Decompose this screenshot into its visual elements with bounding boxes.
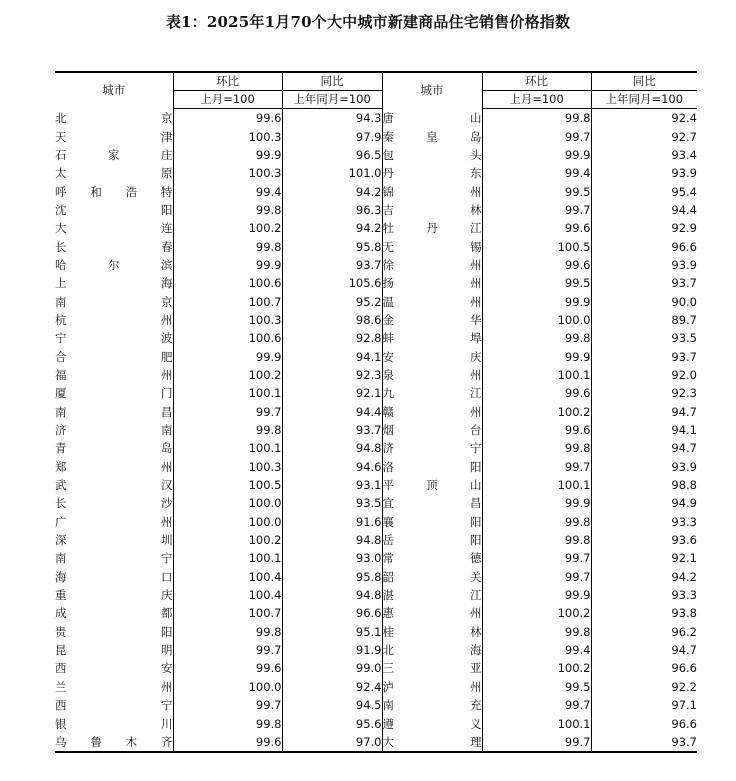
- table-body: [55, 109, 697, 753]
- city-name-right: 徐州: [382, 256, 482, 274]
- mom-header-left: 环比: [173, 72, 282, 91]
- yoy-value-right: 94.9: [591, 494, 697, 512]
- city-name-right: 包头: [382, 146, 482, 164]
- city-name-left: 西安: [55, 661, 173, 676]
- city-name-right: 泸州: [382, 678, 482, 696]
- mom-value-left: 99.7: [173, 403, 282, 421]
- mom-value-right: 99.9: [482, 292, 591, 310]
- table-row: [55, 146, 697, 164]
- yoy-value-right: 92.4: [591, 109, 697, 128]
- yoy-header-left: 同比: [282, 72, 382, 91]
- table-row: [55, 329, 697, 347]
- yoy-value-right: 93.9: [591, 458, 697, 476]
- yoy-value-left: 101.0: [282, 164, 382, 182]
- yoy-value-left: 96.6: [282, 604, 382, 622]
- mom-value-right: 99.7: [482, 458, 591, 476]
- yoy-value-right: 93.9: [591, 256, 697, 274]
- table-row: [55, 219, 697, 237]
- mom-value-right: 100.2: [482, 659, 591, 677]
- table-row: [55, 733, 697, 752]
- city-name-right: 扬州: [382, 274, 482, 292]
- city-name-left: 太原: [55, 166, 173, 181]
- city-name-left: 长春: [55, 239, 173, 254]
- yoy-value-left: 94.2: [282, 182, 382, 200]
- city-name-left: 青岛: [55, 441, 173, 456]
- city-header-left: 城市: [55, 72, 173, 109]
- city-name-left: 重庆: [55, 588, 173, 603]
- city-name-left: 海口: [55, 569, 173, 584]
- mom-value-right: 100.1: [482, 366, 591, 384]
- city-name-left: 成都: [55, 606, 173, 621]
- yoy-value-right: 92.0: [591, 366, 697, 384]
- yoy-value-right: 94.4: [591, 201, 697, 219]
- city-name-left: 杭州: [55, 312, 173, 327]
- mom-value-left: 100.3: [173, 164, 282, 182]
- city-name-left: 西宁: [55, 698, 173, 713]
- yoy-value-right: 94.7: [591, 641, 697, 659]
- city-name-right: 烟台: [382, 421, 482, 439]
- yoy-value-right: 96.6: [591, 714, 697, 732]
- yoy-value-left: 94.6: [282, 458, 382, 476]
- city-name-left: 哈尔滨: [55, 257, 173, 272]
- city-name-left: 呼和浩特: [55, 184, 173, 199]
- yoy-value-right: 96.6: [591, 659, 697, 677]
- yoy-value-left: 94.1: [282, 347, 382, 365]
- mom-value-right: 99.8: [482, 439, 591, 457]
- yoy-value-left: 93.0: [282, 549, 382, 567]
- yoy-value-right: 94.1: [591, 421, 697, 439]
- yoy-value-left: 92.1: [282, 384, 382, 402]
- city-name-left: 厦门: [55, 386, 173, 401]
- yoy-value-left: 94.8: [282, 531, 382, 549]
- city-name-left: 深圳: [55, 533, 173, 548]
- city-name-right: 牡丹江: [382, 219, 482, 237]
- mom-value-left: 100.2: [173, 366, 282, 384]
- mom-value-right: 99.9: [482, 494, 591, 512]
- table-row: [55, 127, 697, 145]
- mom-value-left: 100.0: [173, 678, 282, 696]
- yoy-value-right: 93.5: [591, 329, 697, 347]
- yoy-value-right: 93.8: [591, 604, 697, 622]
- yoy-value-left: 93.5: [282, 494, 382, 512]
- mom-value-right: 99.9: [482, 586, 591, 604]
- yoy-value-left: 95.2: [282, 292, 382, 310]
- yoy-value-right: 94.7: [591, 439, 697, 457]
- header-row-top: [55, 72, 697, 91]
- table-row: [55, 109, 697, 128]
- table-row: [55, 256, 697, 274]
- table-row: [55, 696, 697, 714]
- mom-value-right: 100.1: [482, 714, 591, 732]
- mom-value-right: 99.8: [482, 513, 591, 531]
- city-name-right: 宜昌: [382, 494, 482, 512]
- table-row: [55, 641, 697, 659]
- yoy-value-right: 92.1: [591, 549, 697, 567]
- mom-value-left: 99.8: [173, 237, 282, 255]
- mom-value-right: 99.8: [482, 109, 591, 128]
- mom-value-right: 99.7: [482, 549, 591, 567]
- mom-value-left: 100.1: [173, 439, 282, 457]
- price-index-table: [55, 71, 697, 753]
- yoy-value-left: 95.8: [282, 237, 382, 255]
- mom-value-left: 99.7: [173, 696, 282, 714]
- yoy-value-left: 95.8: [282, 568, 382, 586]
- yoy-value-left: 92.3: [282, 366, 382, 384]
- city-name-left: 长沙: [55, 496, 173, 511]
- yoy-value-left: 94.8: [282, 439, 382, 457]
- mom-value-right: 99.6: [482, 256, 591, 274]
- table-row: [55, 292, 697, 310]
- city-name-right: 湛江: [382, 586, 482, 604]
- mom-value-right: 100.0: [482, 311, 591, 329]
- yoy-value-right: 93.3: [591, 586, 697, 604]
- city-name-right: 常德: [382, 549, 482, 567]
- mom-value-left: 99.6: [173, 733, 282, 752]
- yoy-value-left: 91.6: [282, 513, 382, 531]
- table-row: [55, 237, 697, 255]
- table-row: [55, 678, 697, 696]
- mom-base-left: 上月=100: [173, 91, 282, 109]
- mom-value-left: 100.4: [173, 586, 282, 604]
- table-row: [55, 513, 697, 531]
- mom-value-right: 99.5: [482, 274, 591, 292]
- yoy-value-left: 94.8: [282, 586, 382, 604]
- table-row: [55, 714, 697, 732]
- yoy-value-left: 94.2: [282, 219, 382, 237]
- city-name-left: 武汉: [55, 478, 173, 493]
- mom-value-right: 100.1: [482, 476, 591, 494]
- yoy-value-left: 92.8: [282, 329, 382, 347]
- mom-value-left: 100.0: [173, 513, 282, 531]
- yoy-value-left: 93.7: [282, 421, 382, 439]
- yoy-value-left: 96.5: [282, 146, 382, 164]
- yoy-value-right: 94.2: [591, 568, 697, 586]
- mom-value-left: 100.3: [173, 127, 282, 145]
- table-row: [55, 421, 697, 439]
- city-name-right: 秦皇岛: [382, 127, 482, 145]
- table-row: [55, 403, 697, 421]
- city-name-right: 金华: [382, 311, 482, 329]
- yoy-base-right: 上年同月=100: [591, 91, 697, 109]
- city-name-left: 乌鲁木齐: [55, 733, 173, 752]
- city-name-right: 丹东: [382, 164, 482, 182]
- mom-value-right: 99.5: [482, 678, 591, 696]
- table-row: [55, 274, 697, 292]
- city-name-left: 福州: [55, 367, 173, 382]
- yoy-value-left: 92.4: [282, 678, 382, 696]
- city-name-right: 韶关: [382, 568, 482, 586]
- city-name-right: 惠州: [382, 604, 482, 622]
- city-name-right: 襄阳: [382, 513, 482, 531]
- mom-value-left: 100.7: [173, 292, 282, 310]
- yoy-value-right: 97.1: [591, 696, 697, 714]
- yoy-value-left: 94.3: [282, 109, 382, 128]
- yoy-value-left: 97.0: [282, 733, 382, 752]
- mom-value-right: 99.7: [482, 696, 591, 714]
- city-name-left: 大连: [55, 221, 173, 236]
- mom-value-left: 100.6: [173, 329, 282, 347]
- yoy-value-right: 92.9: [591, 219, 697, 237]
- yoy-value-right: 93.6: [591, 531, 697, 549]
- table-row: [55, 476, 697, 494]
- mom-value-left: 100.3: [173, 458, 282, 476]
- city-name-right: 无锡: [382, 237, 482, 255]
- table-row: [55, 347, 697, 365]
- city-name-right: 锦州: [382, 182, 482, 200]
- city-name-left: 石家庄: [55, 147, 173, 162]
- table-row: [55, 384, 697, 402]
- mom-value-left: 100.2: [173, 531, 282, 549]
- city-name-left: 济南: [55, 423, 173, 438]
- city-name-left: 贵阳: [55, 624, 173, 639]
- city-name-right: 九江: [382, 384, 482, 402]
- city-name-left: 兰州: [55, 679, 173, 694]
- yoy-value-right: 96.2: [591, 623, 697, 641]
- mom-value-right: 99.8: [482, 531, 591, 549]
- mom-value-left: 100.4: [173, 568, 282, 586]
- city-name-right: 唐山: [382, 109, 482, 128]
- table-row: [55, 568, 697, 586]
- yoy-value-right: 89.7: [591, 311, 697, 329]
- city-name-left: 天津: [55, 129, 173, 144]
- table-row: [55, 586, 697, 604]
- yoy-value-left: 93.7: [282, 256, 382, 274]
- table-row: [55, 531, 697, 549]
- mom-value-left: 99.9: [173, 256, 282, 274]
- yoy-value-left: 98.6: [282, 311, 382, 329]
- table-row: [55, 549, 697, 567]
- yoy-value-left: 97.9: [282, 127, 382, 145]
- yoy-value-right: 92.7: [591, 127, 697, 145]
- city-header-right: 城市: [382, 72, 482, 109]
- yoy-value-left: 94.5: [282, 696, 382, 714]
- city-name-left: 南宁: [55, 551, 173, 566]
- city-name-right: 大理: [382, 733, 482, 752]
- table-row: [55, 494, 697, 512]
- table-title: 表1：2025年1月70个大中城市新建商品住宅销售价格指数: [165, 13, 571, 31]
- table-row: [55, 182, 697, 200]
- city-name-right: 温州: [382, 292, 482, 310]
- mom-value-right: 100.5: [482, 237, 591, 255]
- city-name-left: 上海: [55, 276, 173, 291]
- city-name-right: 洛阳: [382, 458, 482, 476]
- mom-value-right: 100.2: [482, 604, 591, 622]
- city-name-left: 沈阳: [55, 202, 173, 217]
- mom-base-right: 上月=100: [482, 91, 591, 109]
- mom-value-left: 100.0: [173, 494, 282, 512]
- yoy-value-right: 93.7: [591, 274, 697, 292]
- yoy-value-right: 92.3: [591, 384, 697, 402]
- yoy-base-left: 上年同月=100: [282, 91, 382, 109]
- mom-value-right: 99.6: [482, 421, 591, 439]
- yoy-value-left: 99.0: [282, 659, 382, 677]
- city-name-left: 郑州: [55, 459, 173, 474]
- mom-value-right: 99.4: [482, 641, 591, 659]
- mom-value-right: 99.9: [482, 146, 591, 164]
- mom-header-right: 环比: [482, 72, 591, 91]
- mom-value-left: 100.5: [173, 476, 282, 494]
- city-name-right: 蚌埠: [382, 329, 482, 347]
- table-row: [55, 366, 697, 384]
- mom-value-left: 99.9: [173, 146, 282, 164]
- table-row: [55, 201, 697, 219]
- mom-value-right: 99.7: [482, 733, 591, 752]
- yoy-value-right: 90.0: [591, 292, 697, 310]
- mom-value-right: 99.6: [482, 384, 591, 402]
- mom-value-left: 99.8: [173, 421, 282, 439]
- mom-value-right: 99.7: [482, 568, 591, 586]
- table-row: [55, 164, 697, 182]
- mom-value-left: 100.6: [173, 274, 282, 292]
- mom-value-right: 99.5: [482, 182, 591, 200]
- mom-value-right: 99.8: [482, 623, 591, 641]
- mom-value-left: 99.8: [173, 714, 282, 732]
- table-row: [55, 458, 697, 476]
- mom-value-left: 100.7: [173, 604, 282, 622]
- city-name-right: 桂林: [382, 623, 482, 641]
- mom-value-right: 99.8: [482, 329, 591, 347]
- yoy-value-right: 93.7: [591, 347, 697, 365]
- mom-value-left: 99.8: [173, 623, 282, 641]
- yoy-value-left: 96.3: [282, 201, 382, 219]
- yoy-value-right: 96.6: [591, 237, 697, 255]
- yoy-value-left: 95.1: [282, 623, 382, 641]
- yoy-value-right: 98.8: [591, 476, 697, 494]
- city-name-left: 昆明: [55, 643, 173, 658]
- mom-value-left: 99.8: [173, 201, 282, 219]
- yoy-value-right: 92.2: [591, 678, 697, 696]
- mom-value-left: 100.1: [173, 384, 282, 402]
- city-name-left: 宁波: [55, 331, 173, 346]
- yoy-value-right: 94.7: [591, 403, 697, 421]
- table-row: [55, 439, 697, 457]
- yoy-value-right: 93.3: [591, 513, 697, 531]
- table-row: [55, 659, 697, 677]
- mom-value-left: 99.6: [173, 659, 282, 677]
- mom-value-right: 99.6: [482, 219, 591, 237]
- mom-value-left: 100.2: [173, 219, 282, 237]
- city-name-right: 北海: [382, 641, 482, 659]
- city-name-left: 南昌: [55, 404, 173, 419]
- table-row: [55, 604, 697, 622]
- mom-value-left: 99.9: [173, 347, 282, 365]
- yoy-value-left: 91.9: [282, 641, 382, 659]
- city-name-right: 吉林: [382, 201, 482, 219]
- yoy-value-left: 95.6: [282, 714, 382, 732]
- city-name-right: 赣州: [382, 403, 482, 421]
- city-name-left: 合肥: [55, 349, 173, 364]
- city-name-right: 南充: [382, 696, 482, 714]
- yoy-header-right: 同比: [591, 72, 697, 91]
- city-name-right: 平顶山: [382, 476, 482, 494]
- yoy-value-right: 93.4: [591, 146, 697, 164]
- mom-value-right: 99.4: [482, 164, 591, 182]
- yoy-value-right: 93.7: [591, 733, 697, 752]
- city-name-right: 岳阳: [382, 531, 482, 549]
- yoy-value-right: 93.9: [591, 164, 697, 182]
- city-name-right: 安庆: [382, 347, 482, 365]
- mom-value-left: 99.6: [173, 109, 282, 128]
- mom-value-right: 100.2: [482, 403, 591, 421]
- mom-value-right: 99.9: [482, 347, 591, 365]
- city-name-left: 南京: [55, 294, 173, 309]
- city-name-left: 北京: [55, 110, 173, 125]
- mom-value-left: 99.4: [173, 182, 282, 200]
- city-name-right: 三亚: [382, 659, 482, 677]
- city-name-right: 泉州: [382, 366, 482, 384]
- table-row: [55, 311, 697, 329]
- table-row: [55, 623, 697, 641]
- city-name-left: 银川: [55, 716, 173, 731]
- mom-value-right: 99.7: [482, 201, 591, 219]
- yoy-value-left: 93.1: [282, 476, 382, 494]
- yoy-value-right: 95.4: [591, 182, 697, 200]
- city-name-right: 遵义: [382, 714, 482, 732]
- yoy-value-left: 105.6: [282, 274, 382, 292]
- mom-value-left: 100.3: [173, 311, 282, 329]
- yoy-value-left: 94.4: [282, 403, 382, 421]
- mom-value-left: 100.1: [173, 549, 282, 567]
- city-name-left: 广州: [55, 514, 173, 529]
- mom-value-left: 99.7: [173, 641, 282, 659]
- mom-value-right: 99.7: [482, 127, 591, 145]
- city-name-right: 济宁: [382, 439, 482, 457]
